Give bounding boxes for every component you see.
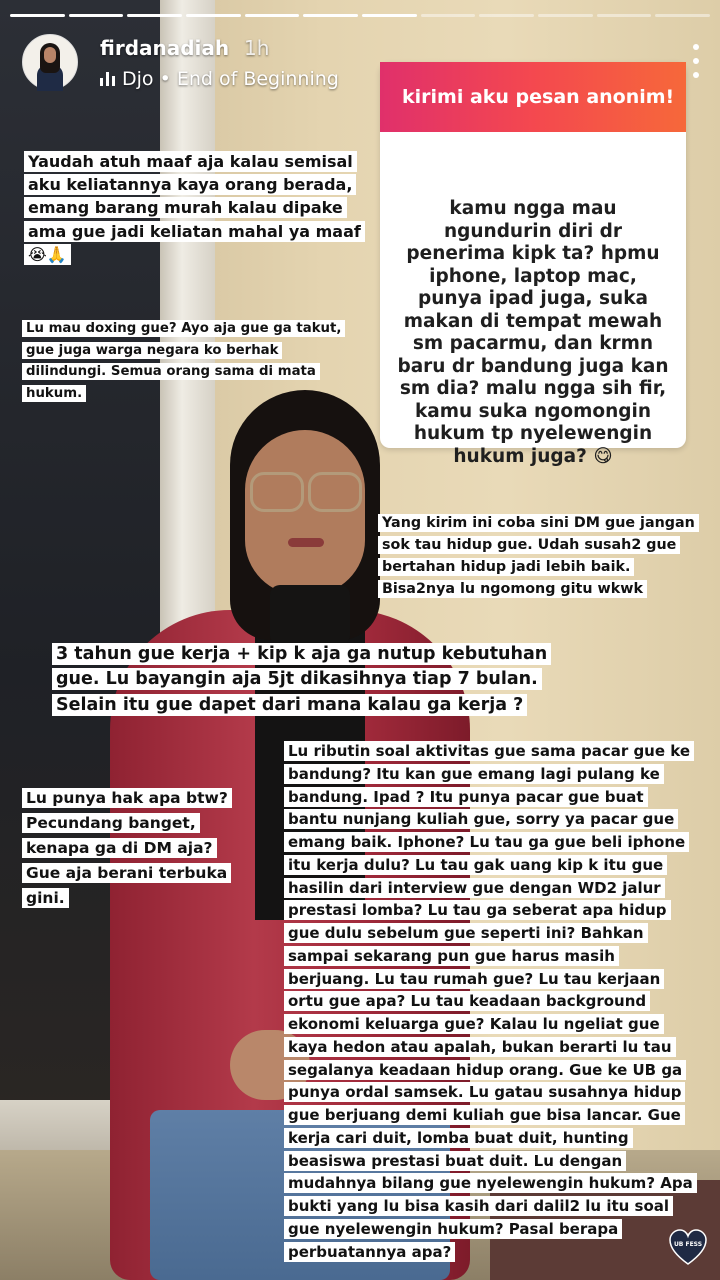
watermark-label: UB FESS: [673, 1241, 703, 1248]
progress-segment: [362, 14, 417, 17]
progress-segment: [303, 14, 358, 17]
more-options-icon[interactable]: [690, 44, 702, 78]
progress-segment: [69, 14, 124, 17]
question-sticker-header: kirimi aku pesan anonim!: [380, 62, 686, 132]
text-highlight-dm-me: Yang kirim ini coba sini DM gue jangan sok tau hidup gue. Udah susah2 gue bertahan hidup jadi lebih baik. Bisa2nya lu ngomong gitu wkwk: [378, 512, 698, 600]
text-highlight-long-response: Lu ributin soal aktivitas gue sama pacar gue ke bandung? Itu kan gue emang lagi pulang ke bandung. Ipad ? Itu punya pacar gue buat bantu nunjang kuliah gue, sorry ya pacar gue emang baik. Iphone? Lu tau ga gue beli iphone itu kerja dulu? Lu tau gak uang kip k itu gue hasilin dari interview gue dengan WD2 jalur prestasi lomba? Lu tau ga seberat apa hidup gue dulu sebelum gue seperti ini? Bahkan sampai sekarang pun gue harus masih berjuang. Lu tau rumah gue? Lu tau kerjaan ortu gue apa? Lu tau keadaan background ekonomi keluarga gue? Kalau lu ngeliat gue kaya hedon atau apalah, bukan berarti lu tau segalanya keadaan hidup orang. Gue ke UB ga punya ordal samsek. Lu gatau susahnya hidup gue berjuang demi kuliah gue bisa lancar. Gue kerja cari duit, lomba buat duit, hunting beasiswa prestasi buat duit. Lu dengan mudahnya bilang gue nyelewengin hukum? Apa bukti yang lu bisa kasih dari dalil2 lu itu soal gue nyelewengin hukum? Pasal berapa perbuatannya apa?: [284, 740, 698, 1263]
progress-segment: [479, 14, 534, 17]
question-sticker-body: kamu ngga mau ngundurin diri dr penerima kipk ta? hpmu iphone, laptop mac, punya ipad juga, suka makan di tempat mewah sm pacarmu, dan krmn baru dr bandung juga kan sm dia? malu ngga sih fir, kamu suka ngomongin hukum tp nyelewengin hukum juga? 😋: [397, 198, 669, 467]
face: [245, 430, 365, 595]
story-progress-bar: [10, 14, 710, 18]
music-label: Djo • End of Beginning: [122, 68, 339, 90]
music-info[interactable]: [100, 68, 339, 90]
post-time: 1h: [244, 36, 270, 60]
username[interactable]: firdanadiah: [100, 36, 230, 60]
turtleneck: [270, 585, 350, 645]
music-bars-icon: [100, 72, 115, 86]
avatar[interactable]: [22, 34, 78, 90]
progress-segment: [538, 14, 593, 17]
heart-icon: [668, 1228, 708, 1268]
text-highlight-rights: Lu punya hak apa btw? Pecundang banget, kenapa ga di DM aja? Gue aja berani terbuka gini.: [22, 786, 240, 911]
progress-segment: [655, 14, 710, 17]
ubfess-watermark: [668, 1228, 708, 1268]
text-highlight-apology: Yaudah atuh maaf aja kalau semisal aku keliatannya kaya orang berada, emang barang murah kalau dipake ama gue jadi keliatan mahal ya maaf 😭🙏: [24, 150, 364, 266]
text-highlight-doxing: Lu mau doxing gue? Ayo aja gue ga takut, gue juga warga negara ko berhak dilindungi. Semua orang sama di mata hukum.: [22, 318, 352, 404]
glasses: [250, 472, 362, 508]
lips: [288, 538, 324, 547]
progress-segment: [127, 14, 182, 17]
progress-segment: [421, 14, 476, 17]
text-highlight-work-kipk: 3 tahun gue kerja + kip k aja ga nutup kebutuhan gue. Lu bayangin aja 5jt dikasihnya tiap 7 bulan. Selain itu gue dapet dari mana kalau ga kerja ?: [52, 642, 552, 718]
progress-segment: [245, 14, 300, 17]
progress-segment: [10, 14, 65, 17]
question-sticker[interactable]: [380, 62, 686, 467]
progress-segment: [597, 14, 652, 17]
progress-segment: [186, 14, 241, 17]
